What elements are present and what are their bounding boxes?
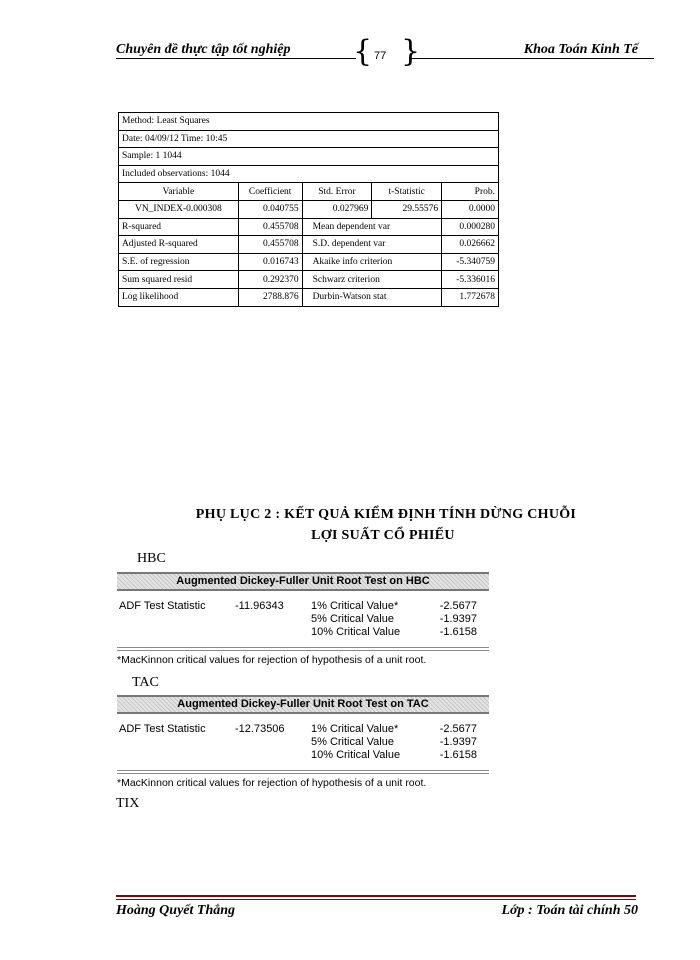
stat-row: [119, 253, 499, 271]
stat-row: [119, 218, 499, 236]
mackinnon-note: *MacKinnon critical values for rejection of hypothesis of a unit root.: [117, 777, 427, 789]
table-cell: 0.016743: [238, 253, 302, 271]
table-cell: 0.040755: [238, 200, 302, 218]
stat-row: [119, 271, 499, 289]
adf-heading-tac: Augmented Dickey-Fuller Unit Root Test on TAC: [117, 695, 489, 714]
table-cell: 0.455708: [238, 236, 302, 254]
double-rule: [117, 770, 489, 774]
adf-block-hbc: [117, 572, 489, 666]
appendix-title-line1: PHỤ LỤC 2 : KẾT QUẢ KIỂM ĐỊNH TÍNH DỪNG CHUỖI: [195, 507, 577, 522]
col-header: Coefficient: [238, 183, 302, 201]
table-cell: -5.336016: [442, 271, 499, 289]
crit-value: -1.9397: [439, 613, 477, 625]
stat-row: [119, 288, 499, 306]
date-row: Date: 04/09/12 Time: 10:45: [119, 130, 499, 148]
footer-rule-thick: [116, 895, 636, 897]
adf-stat-label: ADF Test Statistic: [119, 723, 206, 735]
table-cell: 29.55576: [372, 200, 442, 218]
tac-label: TAC: [132, 675, 159, 690]
header-left-title: Chuyên đề thực tập tốt nghiệp: [116, 42, 291, 57]
adf-stat-label: ADF Test Statistic: [119, 600, 206, 612]
stat-row: [119, 236, 499, 254]
crit-value: -1.6158: [439, 749, 477, 761]
mackinnon-note: *MacKinnon critical values for rejection of hypothesis of a unit root.: [117, 654, 427, 666]
table-cell: Sum squared resid: [119, 271, 239, 289]
crit-value: -1.6158: [439, 626, 477, 638]
footer-class: Lớp : Toán tài chính 50: [501, 903, 638, 918]
tix-label: TIX: [116, 796, 140, 811]
sample-row: Sample: 1 1044: [119, 148, 499, 166]
table-cell: 0.455708: [238, 218, 302, 236]
page-number: 77: [374, 50, 387, 62]
page-bracket-left-icon: {: [353, 34, 373, 69]
crit-value: -2.5677: [439, 723, 477, 735]
footer-author: Hoàng Quyết Thắng: [116, 903, 236, 918]
table-cell: Adjusted R-squared: [119, 236, 239, 254]
table-cell: 1.772678: [442, 288, 499, 306]
table-cell: S.D. dependent var: [302, 236, 442, 254]
crit-label: 5% Critical Value: [311, 736, 394, 748]
header-right-title: Khoa Toán Kinh Tế: [523, 42, 638, 57]
crit-label: 10% Critical Value: [311, 626, 401, 638]
crit-label: 5% Critical Value: [311, 613, 394, 625]
crit-value: -2.5677: [439, 600, 477, 612]
col-header: Prob.: [442, 183, 499, 201]
appendix-title-line2: LỢI SUẤT CỔ PHIẾU: [311, 528, 455, 543]
table-cell: S.E. of regression: [119, 253, 239, 271]
table-cell: 0.026662: [442, 236, 499, 254]
col-header: Variable: [119, 183, 239, 201]
table-cell: R-squared: [119, 218, 239, 236]
crit-value: -1.9397: [439, 736, 477, 748]
adf-stat-value: -12.73506: [235, 723, 285, 735]
table-cell: 2788.876: [238, 288, 302, 306]
method-row: Method: Least Squares: [119, 113, 499, 131]
hbc-label: HBC: [137, 551, 166, 566]
header-rule-right: [410, 58, 654, 59]
table-cell: Akaike info criterion: [302, 253, 442, 271]
table-cell: Schwarz criterion: [302, 271, 442, 289]
crit-label: 1% Critical Value*: [311, 723, 399, 735]
header-rule-left: [116, 58, 356, 59]
footer-rule-thin: [116, 899, 636, 900]
observations-row: Included observations: 1044: [119, 165, 499, 183]
crit-label: 10% Critical Value: [311, 749, 401, 761]
table-cell: Durbin-Watson stat: [302, 288, 442, 306]
adf-heading-hbc: Augmented Dickey-Fuller Unit Root Test on HBC: [117, 572, 489, 591]
double-rule: [117, 647, 489, 651]
adf-block-tac: [117, 695, 489, 789]
table-cell: 0.000280: [442, 218, 499, 236]
col-header: Std. Error: [302, 183, 372, 201]
column-header-row: [119, 183, 499, 201]
coefficient-row: [119, 200, 499, 218]
table-cell: 0.0000: [442, 200, 499, 218]
adf-stat-value: -11.96343: [235, 600, 284, 612]
table-cell: -5.340759: [442, 253, 499, 271]
table-cell: Mean dependent var: [302, 218, 442, 236]
table-cell: 0.027969: [302, 200, 372, 218]
regression-table: [118, 112, 499, 307]
crit-label: 1% Critical Value*: [311, 600, 399, 612]
page-bracket-right-icon: }: [401, 34, 421, 69]
table-cell: Log likelihood: [119, 288, 239, 306]
table-cell: VN_INDEX-0.000308: [119, 200, 239, 218]
table-cell: 0.292370: [238, 271, 302, 289]
col-header: t-Statistic: [372, 183, 442, 201]
